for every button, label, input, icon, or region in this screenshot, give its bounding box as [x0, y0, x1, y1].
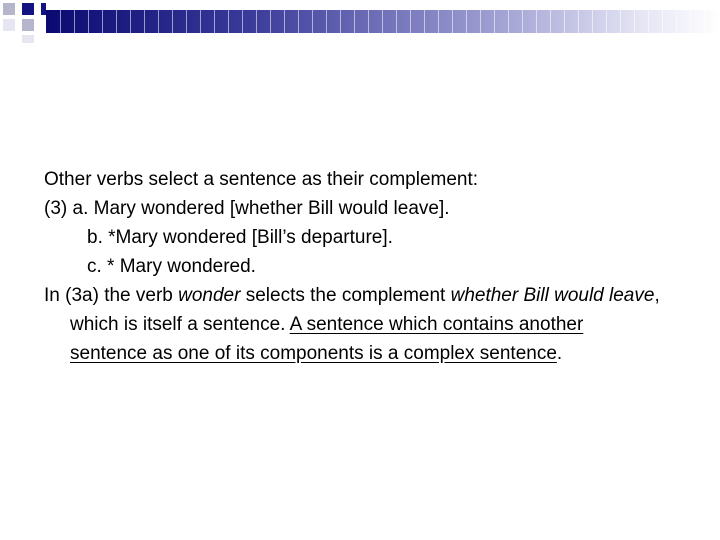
- corner-square-1: [3, 3, 15, 15]
- example-3b: b. *Mary wondered [Bill’s departure].: [87, 227, 393, 248]
- corner-square-4: [22, 19, 34, 31]
- header-gradient-band: [46, 10, 720, 33]
- example-3a: (3) a. Mary wondered [whether Bill would leave].: [44, 198, 450, 219]
- slide-body: [44, 165, 664, 368]
- explanation-text-1: In (3a) the verb: [44, 285, 179, 306]
- intro-text: Other verbs select a sentence as their complement:: [44, 169, 479, 190]
- complement-term: whether Bill would leave: [450, 285, 655, 306]
- example-3c: c. * Mary wondered.: [87, 256, 256, 277]
- complex-sentence-definition[interactable]: A sentence which contains another sentence as one of its components is a complex sentence: [70, 314, 584, 364]
- explanation-text-2: selects the complement: [240, 285, 451, 306]
- corner-square-3: [3, 19, 15, 31]
- explanation-end: .: [556, 343, 563, 364]
- verb-term: wonder: [178, 285, 241, 306]
- explanation-paragraph: [44, 281, 664, 368]
- corner-square-6: [22, 35, 34, 43]
- corner-square-2: [22, 3, 34, 15]
- explanation-text-3: , which is itself a sentence.: [70, 285, 660, 335]
